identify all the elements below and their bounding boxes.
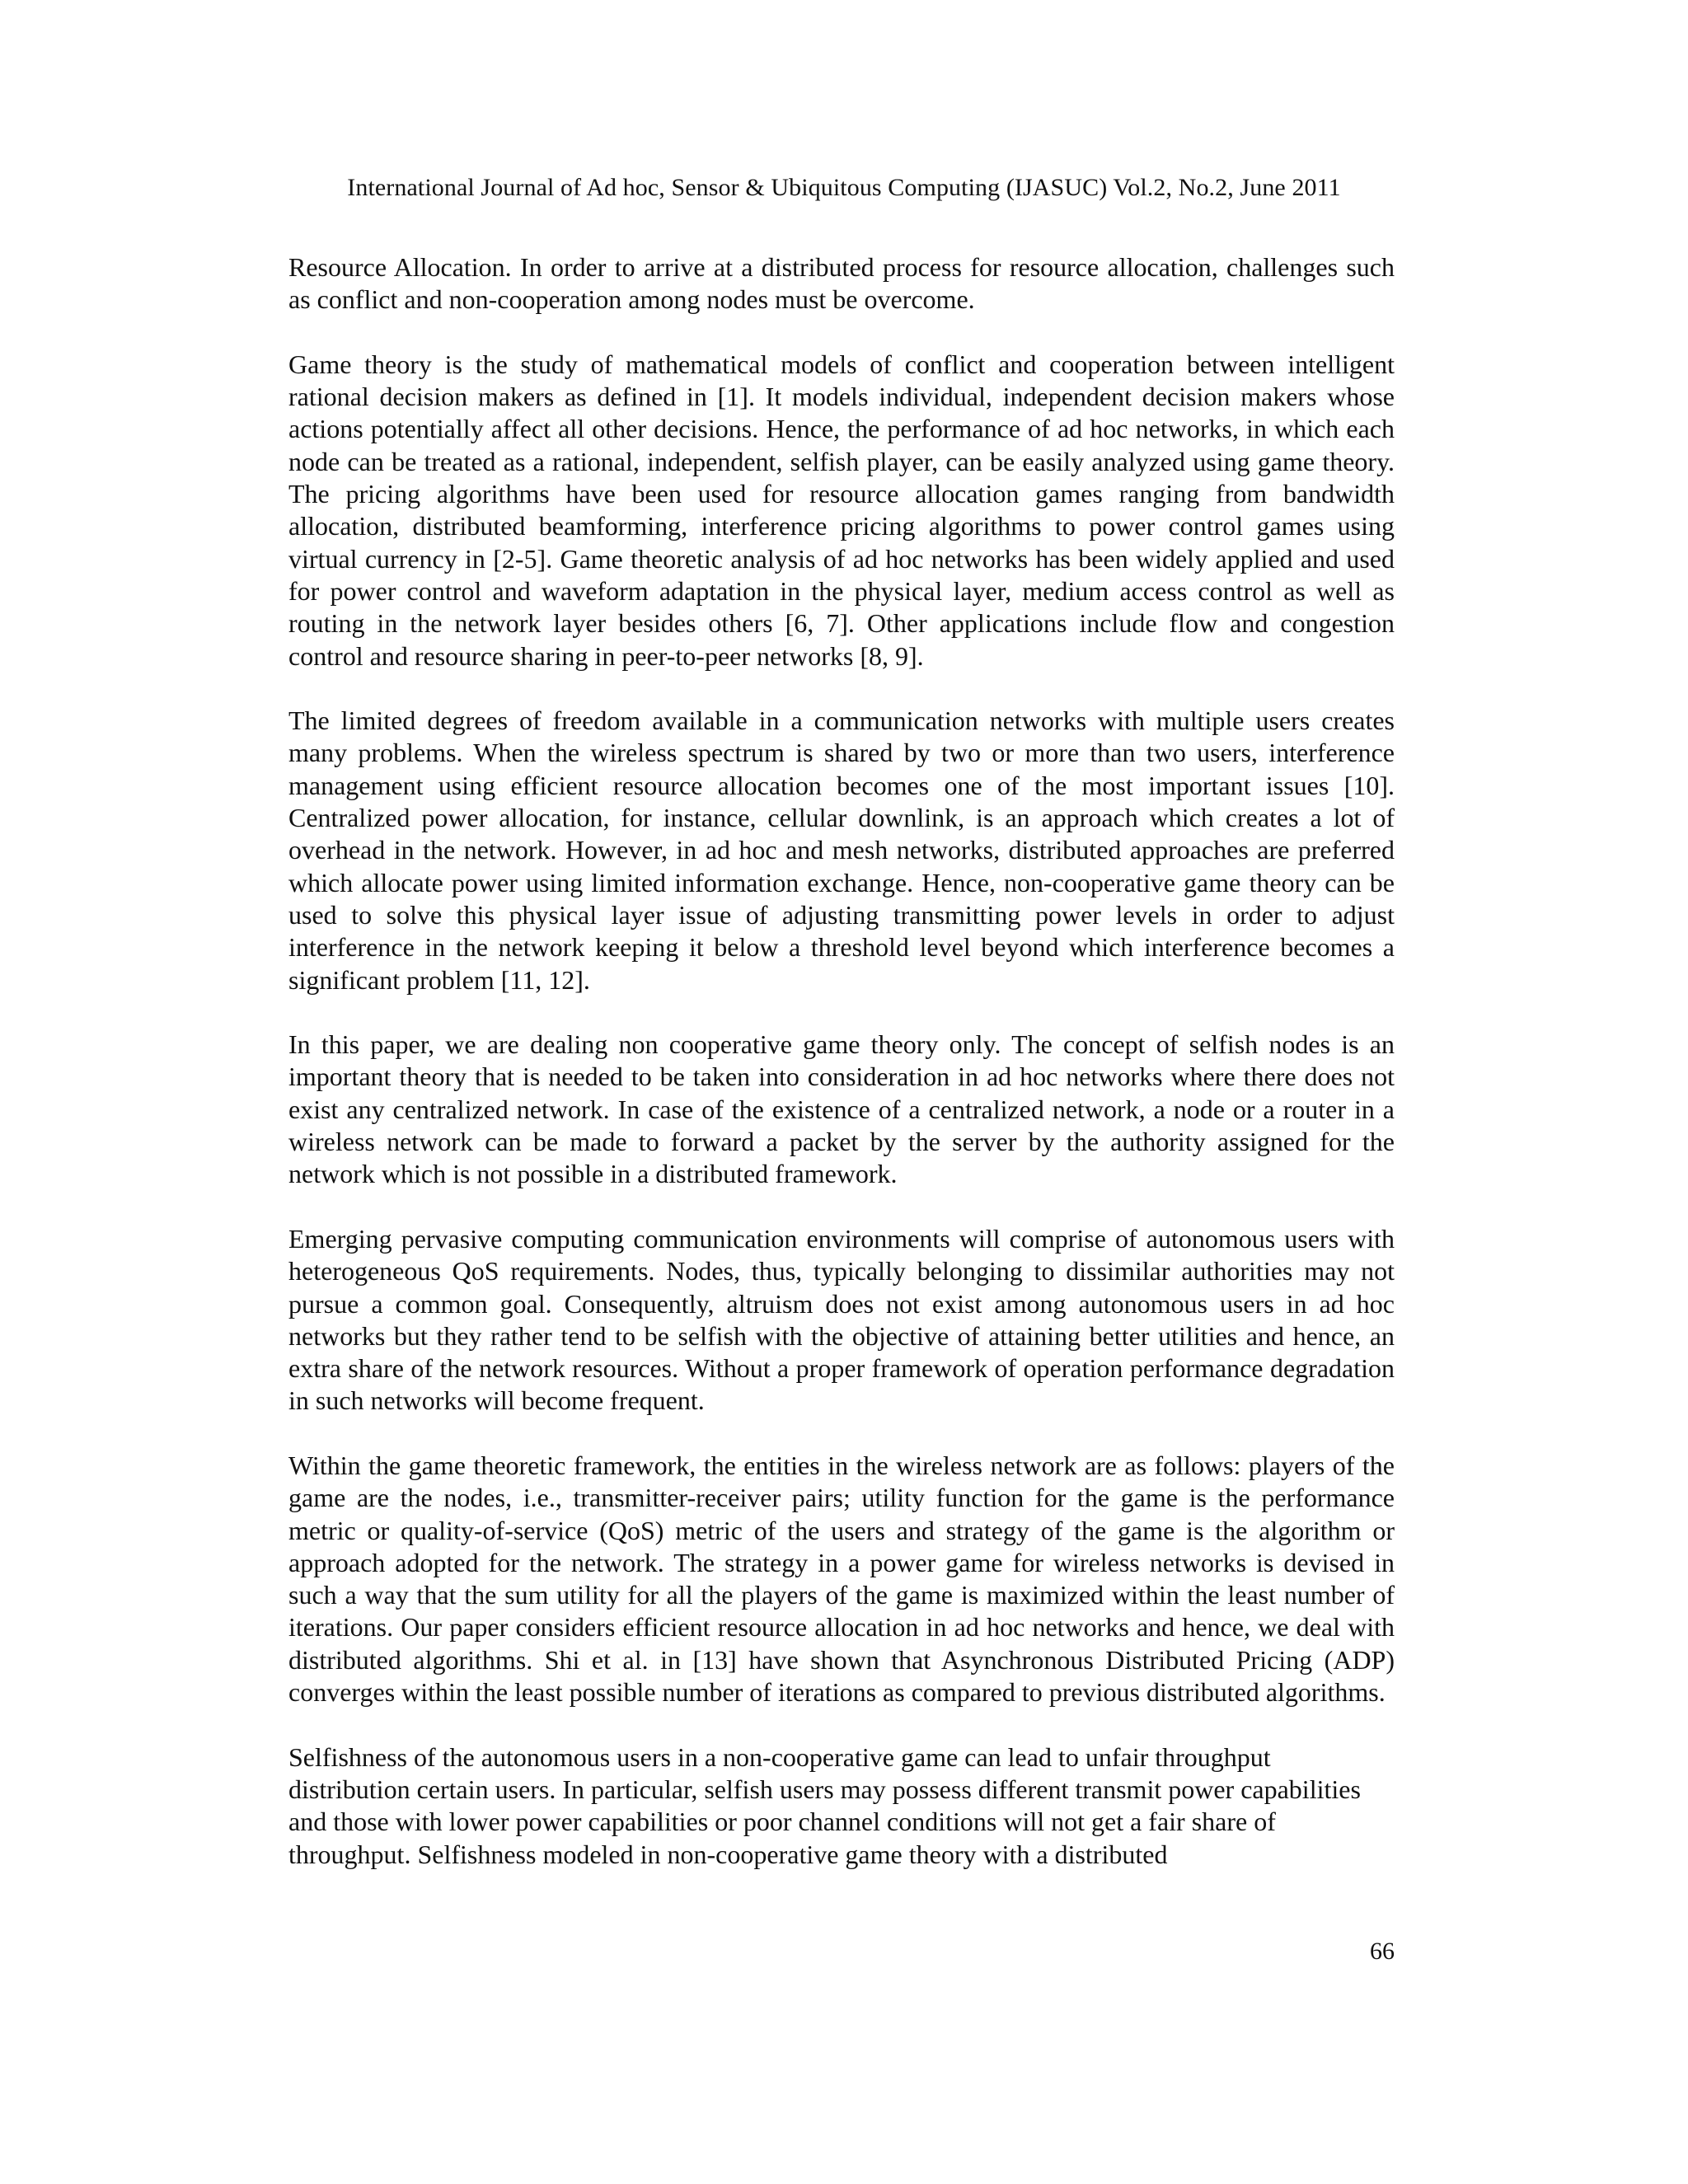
paragraph-pervasive-computing: Emerging pervasive computing communication environments will comprise of autonomous users with heterogeneous QoS requirements. Nodes, thus, typically belonging to dissimilar authorities may not pursue a common goal. Consequently, altruism does not exist among autonomous users in ad hoc networks but they rather tend to be selfish with the objective of attaining better utilities and hence, an extra share of the network resources. Without a proper framework of operation performance degradation in such networks will become frequent. — [288, 1223, 1395, 1416]
paragraph-non-cooperative: In this paper, we are dealing non cooperative game theory only. The concept of selfish nodes is an important theory that is needed to be taken into consideration in ad hoc networks where there does not exist any centralized network. In case of the existence of a centralized network, a node or a router in a wireless network can be made to forward a packet by the server by the authority assigned for the network which is not possible in a distributed framework. — [288, 1029, 1395, 1189]
paragraph-game-theory: Game theory is the study of mathematical models of conflict and cooperation between intelligent rational decision makers as defined in [1]. It models individual, independent decision makers whose actions potentially affect all other decisions. Hence, the performance of ad hoc networks, in which each node can be treated as a rational, independent, selfish player, can be easily analyzed using game theory. The pricing algorithms have been used for resource allocation games ranging from bandwidth allocation, distributed beamforming, interference pricing algorithms to power control games using virtual currency in [2-5]. Game theoretic analysis of ad hoc networks has been widely applied and used for power control and waveform adaptation in the physical layer, medium access control as well as routing in the network layer besides others [6, 7]. Other applications include flow and congestion control and resource sharing in peer-to-peer networks [8, 9]. — [288, 349, 1395, 671]
page-number: 66 — [1370, 1938, 1395, 1965]
paragraph-degrees-of-freedom: The limited degrees of freedom available in a communication networks with multiple users creates many problems. When the wireless spectrum is shared by two or more than two users, interference management using efficient resource allocation becomes one of the most important issues [10]. Centralized power allocation, for instance, cellular downlink, is an approach which creates a lot of overhead in the network. However, in ad hoc and mesh networks, distributed approaches are preferred which allocate power using limited information exchange. Hence, non-cooperative game theory can be used to solve this physical layer issue of adjusting transmitting power levels in order to adjust interference in the network keeping it below a threshold level beyond which interference becomes a significant problem [11, 12]. — [288, 705, 1395, 995]
paragraph-game-framework: Within the game theoretic framework, the entities in the wireless network are as follows: players of the game are the nodes, i.e., transmitter-receiver pairs; utility function for the game is the performance metric or quality-of-service (QoS) metric of the users and strategy of the game is the algorithm or approach adopted for the network. The strategy in a power game for wireless networks is devised in such a way that the sum utility for all the players of the game is maximized within the least number of iterations. Our paper considers efficient resource allocation in ad hoc networks and hence, we deal with distributed algorithms. Shi et al. in [13] have shown that Asynchronous Distributed Pricing (ADP) converges within the least possible number of iterations as compared to previous distributed algorithms. — [288, 1450, 1395, 1708]
paragraph-selfishness: Selfishness of the autonomous users in a non-cooperative game can lead to unfair throughput distribution certain users. In particular, selfish users may possess different transmit power capabilities and those with lower power capabilities or poor channel conditions will not get a fair share of throughput. Selfishness modeled in non-cooperative game theory with a distributed — [288, 1741, 1361, 1869]
body-text — [288, 251, 1395, 1871]
paragraph-resource-allocation: Resource Allocation. In order to arrive at a distributed process for resource allocation, challenges such as conflict and non-cooperation among nodes must be overcome. — [288, 252, 1395, 315]
running-header: International Journal of Ad hoc, Sensor & Ubiquitous Computing (IJASUC) Vol.2, No.2, June 2011 — [347, 174, 1341, 201]
